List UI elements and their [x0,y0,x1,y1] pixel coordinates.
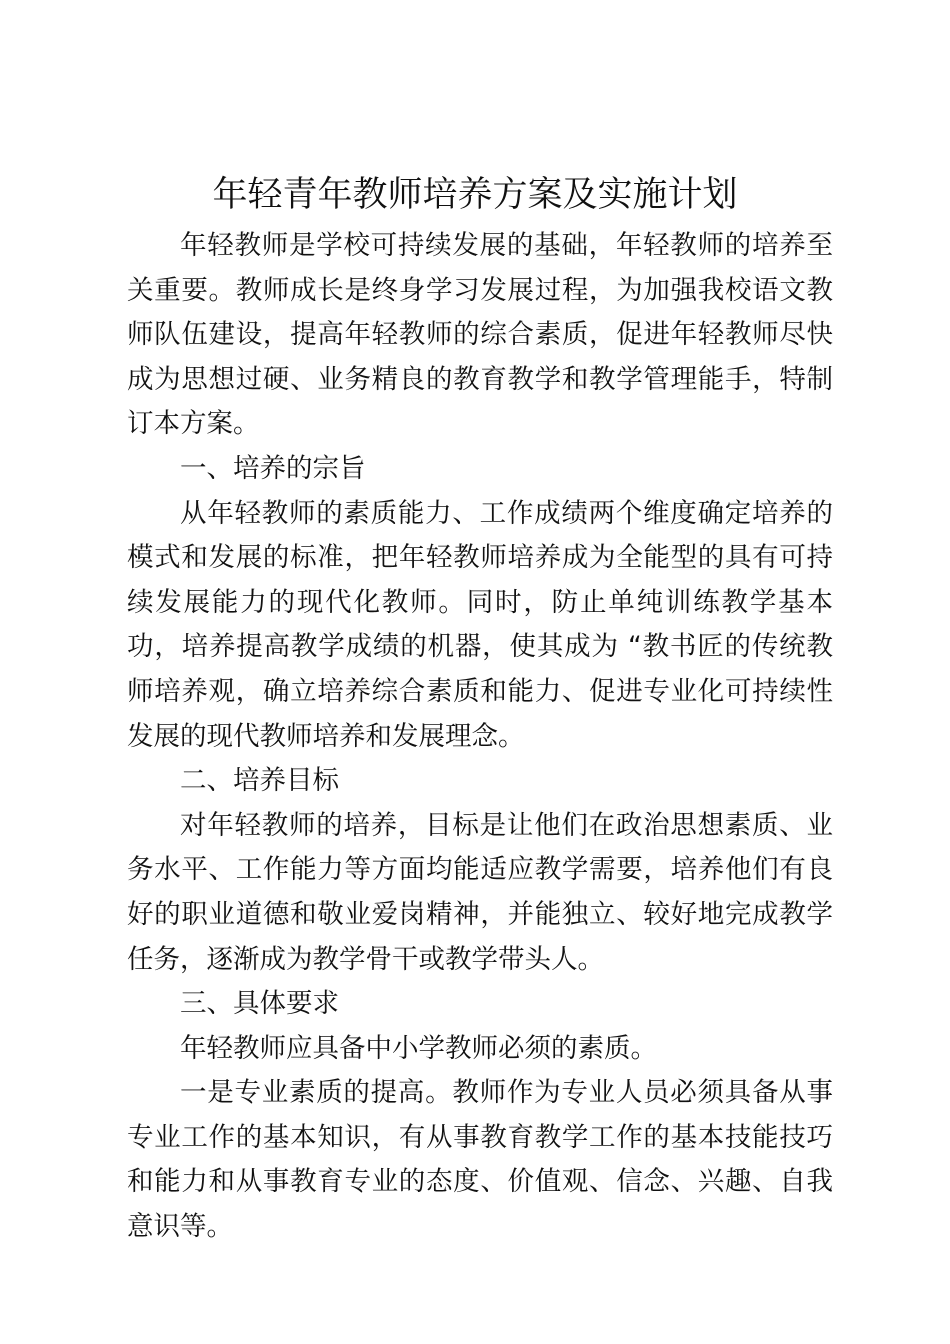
document-body [127,224,833,1250]
paragraph-requirements: 年轻教师应具备中小学教师必须的素质。 [180,1032,657,1064]
paragraph-purpose: 从年轻教师的素质能力、工作成绩两个维度确定培养的模式和发展的标准，把年轻教师培养成为全能型的具有可持续发展能力的现代化教师。同时，防止单纯训练教学基本功，培养提高教学成绩的机器，使其成为 “教书匠的传统教师培养观，确立培养综合素质和能力、促进专业化可持续性发展的现代教师培养和发展理念。 [127,497,833,752]
section-heading-purpose: 一、培养的宗旨 [180,452,366,484]
paragraph-professional-quality: 一是专业素质的提高。教师作为专业人员必须具备从事专业工作的基本知识，有从事教育教学工作的基本技能技巧和能力和从事教育专业的态度、价值观、信念、兴趣、自我意识等。 [127,1077,833,1243]
paragraph-goals: 对年轻教师的培养，目标是让他们在政治思想素质、业务水平、工作能力等方面均能适应教学需要，培养他们有良好的职业道德和敬业爱岗精神，并能独立、较好地完成教学任务，逐渐成为教学骨干或教学带头人。 [127,809,833,975]
document-title: 年轻青年教师培养方案及实施计划 [212,175,738,215]
paragraph-intro: 年轻教师是学校可持续发展的基础，年轻教师的培养至关重要。教师成长是终身学习发展过程，为加强我校语文教师队伍建设，提高年轻教师的综合素质，促进年轻教师尽快成为思想过硬、业务精良的教育教学和教学管理能手，特制订本方案。 [127,230,833,440]
section-heading-goals: 二、培养目标 [180,765,339,797]
section-heading-requirements: 三、具体要求 [180,988,339,1020]
